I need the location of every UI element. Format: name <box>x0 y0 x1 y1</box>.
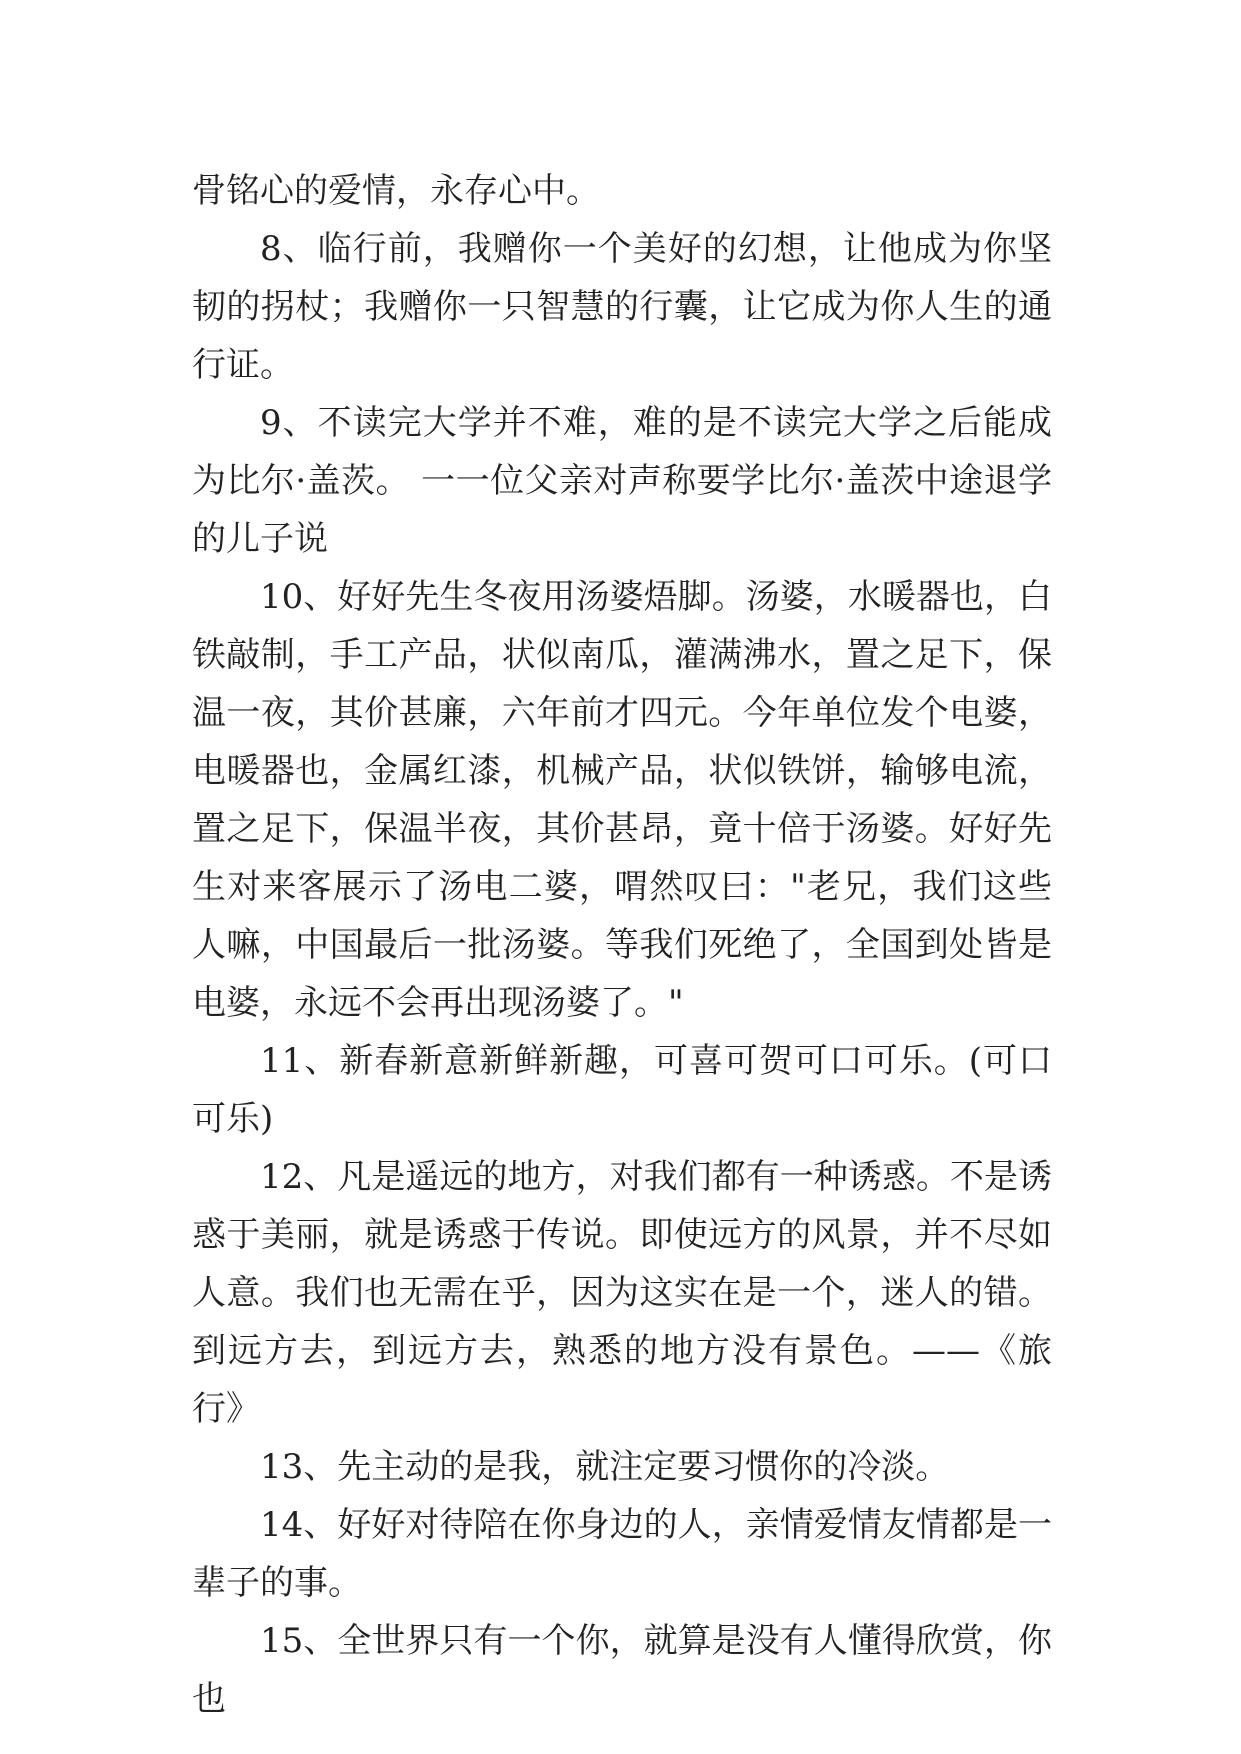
paragraph-item-10: 10、好好先生冬夜用汤婆焐脚。汤婆，水暖器也，白铁敲制，手工产品，状似南瓜，灌满沸水，置之足下，保温一夜，其价甚廉，六年前才四元。今年单位发个电婆，电暖器也，金属红漆，机械产品，状似铁饼，输够电流，置之足下，保温半夜，其价甚昂，竟十倍于汤婆。好好先生对来客展示了汤电二婆，喟然叹曰："老兄，我们这些人嘛，中国最后一批汤婆。等我们死绝了，全国到处皆是电婆，永远不会再出现汤婆了。" <box>192 577 1052 1023</box>
paragraph-item-9: 9、不读完大学并不难，难的是不读完大学之后能成为比尔·盖茨。 一一位父亲对声称要学比尔·盖茨中途退学的儿子说 <box>192 403 1052 559</box>
paragraph-item-8: 8、临行前，我赠你一个美好的幻想，让他成为你坚韧的拐杖；我赠你一只智慧的行囊，让它成为你人生的通行证。 <box>192 229 1052 385</box>
paragraph-continued: 骨铭心的爱情，永存心中。 <box>192 171 600 211</box>
paragraph-item-15: 15、全世界只有一个你，就算是没有人懂得欣赏，你也 <box>192 1621 1052 1719</box>
paragraph-item-11: 11、新春新意新鲜新趣，可喜可贺可口可乐。(可口可乐) <box>192 1041 1052 1139</box>
document-body <box>192 162 1052 1728</box>
paragraph-item-13: 13、先主动的是我，就注定要习惯你的冷淡。 <box>260 1447 950 1487</box>
paragraph-item-14: 14、好好对待陪在你身边的人，亲情爱情友情都是一辈子的事。 <box>192 1505 1052 1603</box>
paragraph-item-12: 12、凡是遥远的地方，对我们都有一种诱惑。不是诱惑于美丽，就是诱惑于传说。即使远方的风景，并不尽如人意。我们也无需在乎，因为这实在是一个，迷人的错。到远方去，到远方去，熟悉的地方没有景色。——《旅行》 <box>192 1157 1052 1429</box>
